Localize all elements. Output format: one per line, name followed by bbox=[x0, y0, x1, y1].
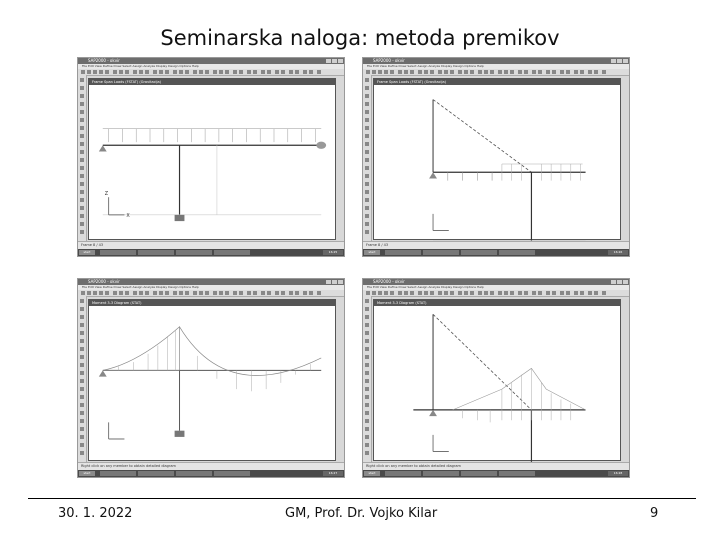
start-button[interactable]: start bbox=[364, 250, 380, 255]
window-controls[interactable] bbox=[326, 280, 343, 284]
model-window-title: Frame Span Loads (FSTAT) (Gravitacija) bbox=[374, 79, 620, 85]
taskbar-item[interactable] bbox=[138, 250, 174, 255]
toolbar[interactable] bbox=[78, 290, 344, 297]
taskbar-clock: 16:26 bbox=[608, 250, 628, 255]
window-controls[interactable] bbox=[326, 59, 343, 63]
windows-taskbar[interactable] bbox=[78, 470, 344, 477]
window-controls[interactable] bbox=[611, 59, 628, 63]
side-toolbar[interactable] bbox=[363, 75, 372, 242]
taskbar-item[interactable] bbox=[100, 250, 136, 255]
start-button[interactable]: start bbox=[79, 250, 95, 255]
taskbar-item[interactable] bbox=[461, 250, 497, 255]
footer-page-number: 9 bbox=[650, 506, 659, 521]
model-window[interactable] bbox=[88, 299, 336, 461]
menu-bar[interactable]: File Edit View Define Draw Select Assign Analyze Display Design Options Help bbox=[78, 64, 344, 69]
model-window-title: Moment 3-3 Diagram (STAT) bbox=[374, 300, 620, 306]
model-window[interactable] bbox=[373, 299, 621, 461]
app-titlebar: SAP2000 - okvir bbox=[78, 58, 344, 64]
taskbar-item[interactable] bbox=[499, 250, 535, 255]
menu-bar[interactable]: File Edit View Define Draw Select Assign Analyze Display Design Options Help bbox=[363, 285, 629, 290]
sap2000-screenshot-moment-influence bbox=[362, 278, 630, 478]
app-titlebar: SAP2000 - okvir bbox=[363, 279, 629, 285]
side-toolbar[interactable] bbox=[78, 296, 87, 463]
taskbar-item[interactable] bbox=[214, 250, 250, 255]
moment-diagram[interactable] bbox=[89, 306, 335, 466]
moment-influence-diagram[interactable] bbox=[374, 306, 620, 466]
model-window[interactable] bbox=[88, 78, 336, 240]
model-window-title: Frame Span Loads (FSTAT) (Gravitacija) bbox=[89, 79, 335, 85]
taskbar-item[interactable] bbox=[100, 471, 136, 476]
influence-line-diagram[interactable] bbox=[374, 85, 620, 245]
status-bar: Frame 8 / 43 bbox=[363, 241, 629, 249]
taskbar-item[interactable] bbox=[499, 471, 535, 476]
taskbar-item[interactable] bbox=[176, 471, 212, 476]
frame-load-diagram[interactable] bbox=[89, 85, 335, 245]
windows-taskbar[interactable] bbox=[78, 249, 344, 256]
taskbar-item[interactable] bbox=[176, 250, 212, 255]
taskbar-clock: 16:28 bbox=[608, 471, 628, 476]
taskbar-item[interactable] bbox=[385, 471, 421, 476]
status-bar: Right click on any member to obtain detailed diagram bbox=[78, 462, 344, 470]
taskbar-item[interactable] bbox=[423, 471, 459, 476]
windows-taskbar[interactable] bbox=[363, 470, 629, 477]
taskbar-item[interactable] bbox=[423, 250, 459, 255]
status-bar: Right click on any member to obtain detailed diagram bbox=[363, 462, 629, 470]
footer-date: 30. 1. 2022 bbox=[58, 506, 133, 521]
side-toolbar[interactable] bbox=[78, 75, 87, 242]
windows-taskbar[interactable] bbox=[363, 249, 629, 256]
start-button[interactable]: start bbox=[79, 471, 95, 476]
menu-bar[interactable]: File Edit View Define Draw Select Assign Analyze Display Design Options Help bbox=[78, 285, 344, 290]
sap2000-screenshot-influence-line bbox=[362, 57, 630, 257]
start-button[interactable]: start bbox=[364, 471, 380, 476]
slide-title: Seminarska naloga: metoda premikov bbox=[160, 26, 560, 50]
app-titlebar: SAP2000 - okvir bbox=[78, 279, 344, 285]
model-window[interactable] bbox=[373, 78, 621, 240]
taskbar-clock: 16:25 bbox=[323, 250, 343, 255]
toolbar[interactable] bbox=[363, 69, 629, 76]
side-toolbar[interactable] bbox=[363, 296, 372, 463]
taskbar-item[interactable] bbox=[385, 250, 421, 255]
taskbar-item[interactable] bbox=[138, 471, 174, 476]
toolbar[interactable] bbox=[363, 290, 629, 297]
svg-text:Z: Z bbox=[104, 191, 109, 198]
sap2000-screenshot-moment-diagram bbox=[77, 278, 345, 478]
footer-author: GM, Prof. Dr. Vojko Kilar bbox=[285, 506, 438, 521]
taskbar-item[interactable] bbox=[461, 471, 497, 476]
menu-bar[interactable]: File Edit View Define Draw Select Assign Analyze Display Design Options Help bbox=[363, 64, 629, 69]
svg-text:X: X bbox=[126, 212, 130, 220]
model-window-title: Moment 3-3 Diagram (STAT) bbox=[89, 300, 335, 306]
footer-divider bbox=[28, 498, 696, 499]
sap2000-screenshot-frame-loads bbox=[77, 57, 345, 257]
taskbar-item[interactable] bbox=[214, 471, 250, 476]
toolbar[interactable] bbox=[78, 69, 344, 76]
window-controls[interactable] bbox=[611, 280, 628, 284]
app-titlebar: SAP2000 - okvir bbox=[363, 58, 629, 64]
taskbar-clock: 16:27 bbox=[323, 471, 343, 476]
status-bar: Frame 8 / 43 bbox=[78, 241, 344, 249]
